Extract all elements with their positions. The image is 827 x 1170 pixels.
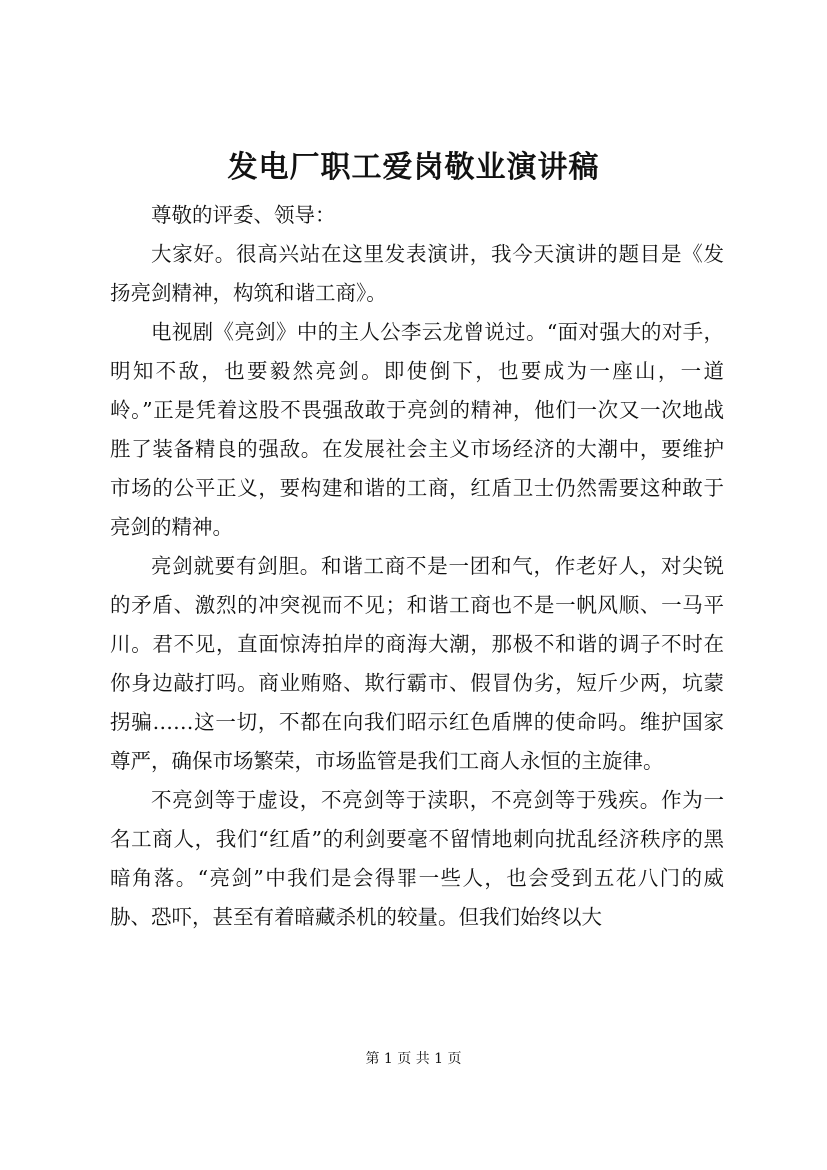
document-title: 发电厂职工爱岗敬业演讲稿 [227, 150, 600, 185]
paragraph-duty: 不亮剑等于虚设，不亮剑等于渎职，不亮剑等于残疾。作为一名工商人，我们“红盾”的利剑要毫不留情地刺向扰乱经济秩序的黑暗角落。“亮剑”中我们是会得罪一些人，也会受到五花八门的威胁、恐吓，甚至有着暗藏杀机的较量。但我们始终以大 [110, 788, 724, 929]
document-body [110, 196, 724, 937]
paragraph-courage: 亮剑就要有剑胆。和谐工商不是一团和气，作老好人，对尖锐的矛盾、激烈的冲突视而不见；和谐工商也不是一帆风顺、一马平川。君不见，直面惊涛拍岸的商海大潮，那极不和谐的调子不时在你身边敲打吗。商业贿赂、欺行霸市、假冒伪劣，短斤少两，坑蒙拐骗……这一切，不都在向我们昭示红色盾牌的使命吗。维护国家尊严，确保市场繁荣，市场监管是我们工商人永恒的主旋律。 [110, 554, 724, 773]
paragraph-quote: 电视剧《亮剑》中的主人公李云龙曾说过。“面对强大的对手，明知不敌，也要毅然亮剑。即使倒下，也要成为一座山，一道岭。”正是凭着这股不畏强敌敢于亮剑的精神，他们一次又一次地战胜了装备精良的强敌。在发展社会主义市场经济的大潮中，要维护市场的公平正义，要构建和谐的工商，红盾卫士仍然需要这种敢于亮剑的精神。 [110, 320, 724, 539]
paragraph-greeting: 尊敬的评委、领导： [151, 203, 336, 227]
page-footer [0, 1049, 827, 1069]
page-number-label: 第 1 页 共 1 页 [365, 1051, 462, 1067]
paragraph-opening: 大家好。很高兴站在这里发表演讲，我今天演讲的题目是《发扬亮剑精神，构筑和谐工商》。 [110, 242, 724, 305]
